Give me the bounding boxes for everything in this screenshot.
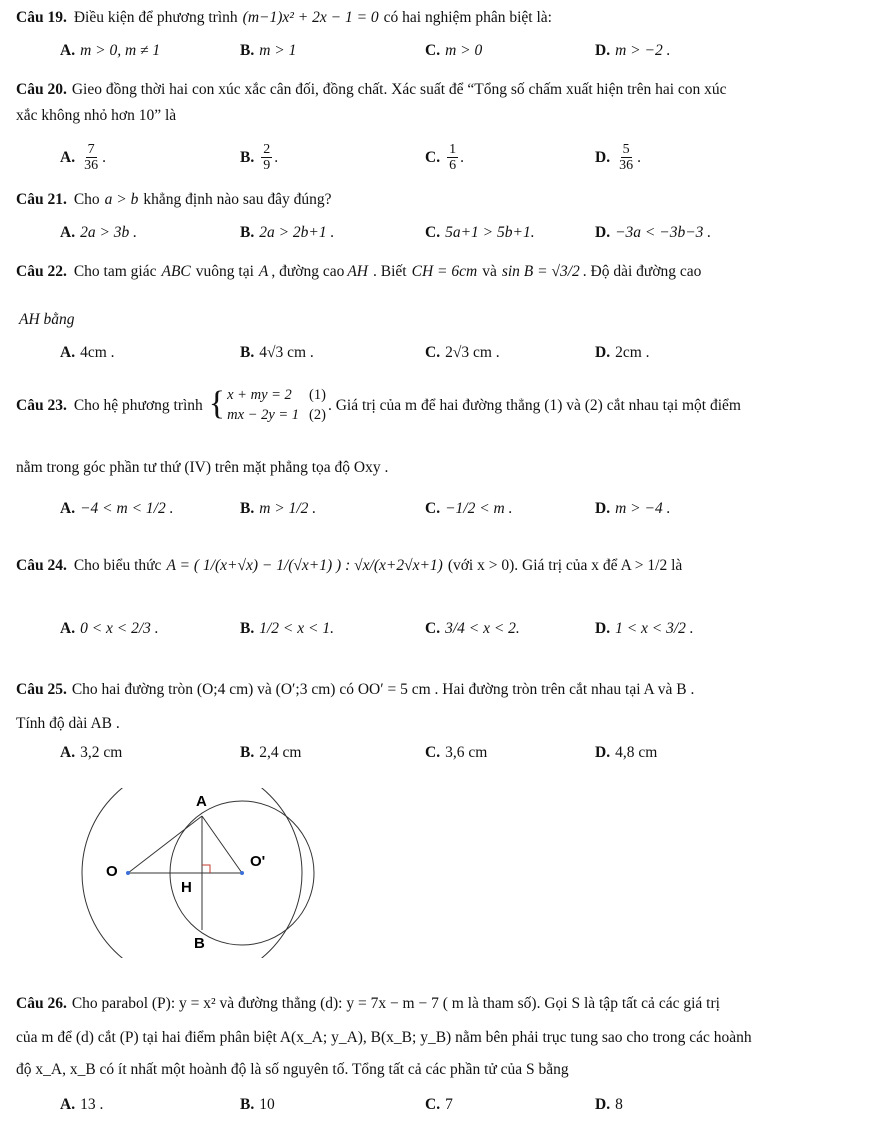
stem-text: Gieo đồng thời hai con xúc xắc cân đối, đồng chất. Xác suất để “Tổng số chấm xuất hiện trên hai con xúc	[71, 81, 727, 98]
option-value: 3,6 cm	[445, 744, 488, 761]
option-value: −1/2 < m .	[445, 500, 513, 517]
option-a[interactable]	[60, 744, 122, 762]
option-value: 8	[615, 1096, 623, 1113]
option-value: m > −2 .	[615, 42, 671, 59]
question-20-stem	[16, 80, 875, 99]
option-letter: B.	[240, 224, 255, 241]
option-d[interactable]	[595, 142, 641, 174]
expression: A = ( 1/(x+√x) − 1/(√x+1) ) : √x/(x+2√x+1)	[166, 557, 443, 574]
point-o-prime	[240, 871, 244, 875]
option-value: 2a > 3b .	[80, 224, 138, 241]
option-letter: B.	[240, 500, 255, 517]
vertex-name: A	[258, 263, 269, 280]
stem-text: Cho parabol (P): y = x² và đường thẳng (d): y = 7x − m − 7 ( m là tham số). Gọi S là tập tất cả các giá trị	[71, 995, 720, 1012]
option-value: 4cm .	[80, 344, 115, 361]
option-d[interactable]	[595, 744, 657, 762]
option-letter: B.	[240, 620, 255, 637]
question-26-options	[60, 1096, 860, 1124]
question-26-stem-line2: của m để (d) cắt (P) tại hai điểm phân biệt A(x_A; y_A), B(x_B; y_B) nằm bên phải trục tung sao cho trong các hoành	[16, 1029, 752, 1046]
option-letter: A.	[60, 42, 76, 59]
option-c[interactable]	[425, 744, 487, 762]
brace-glyph: {	[208, 384, 226, 422]
option-letter: D.	[595, 148, 611, 166]
option-tail: .	[460, 148, 464, 166]
option-value: 2a > 2b+1 .	[259, 224, 335, 241]
option-value: m > 1	[259, 42, 297, 59]
option-letter: A.	[60, 344, 76, 361]
question-22-stem-line2	[16, 310, 875, 329]
option-c[interactable]	[425, 42, 482, 60]
equation: (m−1)x² + 2x − 1 = 0	[242, 9, 379, 26]
system-tag-2: (2)	[309, 406, 326, 423]
stem-text: Cho hai đường tròn (O;4 cm) và (O′;3 cm) có OO′ = 5 cm . Hai đường tròn trên cắt nhau tại A và B .	[71, 681, 695, 698]
label-o: O	[106, 863, 118, 880]
option-value: 2cm .	[615, 344, 650, 361]
fraction	[261, 142, 272, 174]
option-d[interactable]	[595, 1096, 623, 1114]
stem-text: Cho	[73, 191, 100, 208]
question-label: Câu 22.	[16, 263, 67, 280]
fraction-denominator: 36	[619, 158, 634, 174]
question-label: Câu 24.	[16, 557, 67, 574]
option-a[interactable]	[60, 620, 159, 638]
option-value: m > 0	[445, 42, 483, 59]
option-c[interactable]	[425, 1096, 453, 1114]
fraction-denominator: 36	[84, 158, 99, 174]
option-letter: A.	[60, 148, 76, 166]
fraction-numerator: 5	[622, 142, 630, 157]
option-letter: D.	[595, 224, 611, 241]
option-tail: .	[274, 148, 279, 166]
given-length: CH = 6cm	[411, 263, 478, 280]
stem-text: . Biết	[373, 263, 407, 280]
inequality: a > b	[104, 191, 139, 208]
question-19-stem	[16, 8, 875, 27]
option-letter: A.	[60, 224, 76, 241]
stem-text: có hai nghiệm phân biệt là:	[383, 9, 552, 26]
question-22-options	[60, 344, 860, 372]
option-letter: C.	[425, 620, 441, 637]
option-b[interactable]	[240, 42, 296, 60]
label-h: H	[181, 879, 192, 896]
stem-text: khẳng định nào sau đây đúng?	[143, 191, 332, 208]
stem-text: và	[482, 263, 497, 280]
option-value: 2,4 cm	[259, 744, 302, 761]
option-b[interactable]	[240, 620, 334, 638]
equation-system	[227, 386, 299, 425]
option-letter: B.	[240, 42, 255, 59]
option-value: 2√3 cm .	[445, 344, 500, 361]
option-b[interactable]	[240, 1096, 275, 1114]
stem-text: Điều kiện để phương trình	[73, 9, 238, 26]
question-20-stem-line2: xắc không nhỏ hơn 10” là	[16, 107, 177, 124]
question-26-stem-line3: độ x_A, x_B có ít nhất một hoành độ là số nguyên tố. Tổng tất cả các phần tử của S bằng	[16, 1061, 569, 1078]
segment-oa	[128, 816, 202, 873]
option-a[interactable]	[60, 42, 160, 60]
option-letter: C.	[425, 500, 441, 517]
question-26-stem	[16, 994, 875, 1013]
option-letter: C.	[425, 1096, 441, 1113]
label-o-prime: O'	[250, 853, 266, 870]
fraction-denominator: 6	[449, 158, 457, 174]
question-23-stem-line2: nằm trong góc phần tư thứ (IV) trên mặt phẳng tọa độ Oxy .	[16, 459, 389, 476]
stem-text: (với x > 0). Giá trị của x để A > 1/2 là	[447, 557, 683, 574]
option-a[interactable]	[60, 142, 106, 174]
option-c[interactable]	[425, 500, 513, 518]
option-tail: .	[637, 148, 641, 166]
option-value: 13 .	[80, 1096, 104, 1113]
point-o	[126, 871, 130, 875]
option-c[interactable]	[425, 224, 535, 242]
option-tail: .	[102, 148, 106, 166]
option-letter: D.	[595, 744, 611, 761]
fraction	[617, 142, 635, 174]
fraction	[447, 142, 458, 174]
stem-text: Cho biểu thức	[73, 557, 162, 574]
stem-text: vuông tại	[195, 263, 254, 280]
label-a: A	[196, 793, 207, 810]
option-value: −3a < −3b−3 .	[615, 224, 712, 241]
question-21-stem	[16, 190, 875, 209]
triangle-name: ABC	[161, 263, 191, 280]
option-value: 5a+1 > 5b+1.	[445, 224, 535, 241]
fraction-numerator: 2	[263, 142, 271, 157]
option-letter: B.	[240, 1096, 255, 1113]
given-sine: sin B = √3/2	[501, 263, 580, 280]
fraction	[82, 142, 100, 174]
option-value: m > 0, m ≠ 1	[80, 42, 161, 59]
option-d[interactable]	[595, 42, 670, 60]
option-value: 3/4 < x < 2.	[445, 620, 520, 637]
right-angle-mark	[202, 865, 210, 873]
system-tag-1: (1)	[309, 387, 326, 403]
question-23-stem	[16, 386, 875, 425]
option-value: m > 1/2 .	[259, 500, 317, 517]
altitude-name: AH	[347, 263, 369, 280]
question-label: Câu 19.	[16, 9, 67, 26]
option-c[interactable]	[425, 620, 520, 638]
option-a[interactable]	[60, 344, 115, 362]
option-letter: A.	[60, 620, 76, 637]
option-b[interactable]	[240, 224, 334, 242]
option-letter: A.	[60, 744, 76, 761]
option-value: 4√3 cm .	[259, 344, 314, 361]
question-24-stem	[16, 556, 875, 575]
option-b[interactable]	[240, 142, 278, 174]
option-c[interactable]	[425, 344, 500, 362]
stem-text: , đường cao	[271, 263, 345, 280]
question-25-options	[60, 744, 860, 772]
system-equation-1: x + my = 2	[227, 387, 292, 403]
question-23-options	[60, 500, 860, 528]
question-21-options	[60, 224, 860, 252]
option-c[interactable]	[425, 142, 464, 174]
option-value: 1/2 < x < 1.	[259, 620, 334, 637]
option-letter: B.	[240, 344, 255, 361]
option-value: m > −4 .	[615, 500, 671, 517]
question-label: Câu 21.	[16, 191, 67, 208]
option-letter: C.	[425, 42, 441, 59]
stem-text: . Giá trị của m để hai đường thẳng (1) và (2) cắt nhau tại một điểm	[327, 396, 741, 414]
question-label: Câu 26.	[16, 995, 67, 1012]
question-24-options	[60, 620, 860, 648]
option-letter: D.	[595, 1096, 611, 1113]
fraction-numerator: 7	[87, 142, 95, 157]
option-letter: D.	[595, 344, 611, 361]
option-b[interactable]	[240, 344, 314, 362]
option-letter: B.	[240, 744, 255, 761]
option-value: 4,8 cm	[615, 744, 658, 761]
two-circles-figure	[40, 788, 330, 958]
option-letter: C.	[425, 148, 441, 166]
option-value: 1 < x < 3/2 .	[615, 620, 694, 637]
question-25-stem	[16, 680, 875, 699]
option-value: 0 < x < 2/3 .	[80, 620, 159, 637]
option-letter: B.	[240, 148, 255, 166]
system-equation-2: mx − 2y = 1	[227, 406, 300, 423]
option-letter: D.	[595, 620, 611, 637]
label-b: B	[194, 935, 205, 952]
option-d[interactable]	[595, 224, 711, 242]
option-letter: D.	[595, 42, 611, 59]
option-d[interactable]	[595, 620, 694, 638]
question-25-stem-line2: Tính độ dài AB .	[16, 715, 120, 732]
option-value: 10	[259, 1096, 275, 1113]
stem-text: Cho hệ phương trình	[73, 396, 203, 414]
option-letter: A.	[60, 500, 76, 517]
option-letter: A.	[60, 1096, 76, 1113]
question-19-options	[60, 42, 860, 70]
option-value: 3,2 cm	[80, 744, 123, 761]
stem-text: . Độ dài đường cao	[582, 263, 702, 280]
question-22-stem	[16, 262, 875, 281]
option-d[interactable]	[595, 344, 650, 362]
option-letter: C.	[425, 224, 441, 241]
segment-ao-prime	[202, 816, 242, 873]
fraction-denominator: 9	[263, 158, 271, 174]
option-a[interactable]	[60, 500, 173, 518]
option-value: 7	[445, 1096, 453, 1113]
fraction-numerator: 1	[449, 142, 457, 157]
question-label: Câu 25.	[16, 681, 67, 698]
option-letter: D.	[595, 500, 611, 517]
option-letter: C.	[425, 744, 441, 761]
question-label: Câu 23.	[16, 396, 67, 414]
option-b[interactable]	[240, 744, 301, 762]
option-value: −4 < m < 1/2 .	[80, 500, 174, 517]
stem-text: AH bằng	[19, 311, 75, 328]
question-label: Câu 20.	[16, 81, 67, 98]
option-d[interactable]	[595, 500, 670, 518]
option-letter: C.	[425, 344, 441, 361]
question-20-options	[60, 142, 860, 182]
stem-text: Cho tam giác	[73, 263, 157, 280]
option-a[interactable]	[60, 1096, 103, 1114]
equation-tags	[309, 386, 326, 425]
option-a[interactable]	[60, 224, 137, 242]
option-b[interactable]	[240, 500, 316, 518]
